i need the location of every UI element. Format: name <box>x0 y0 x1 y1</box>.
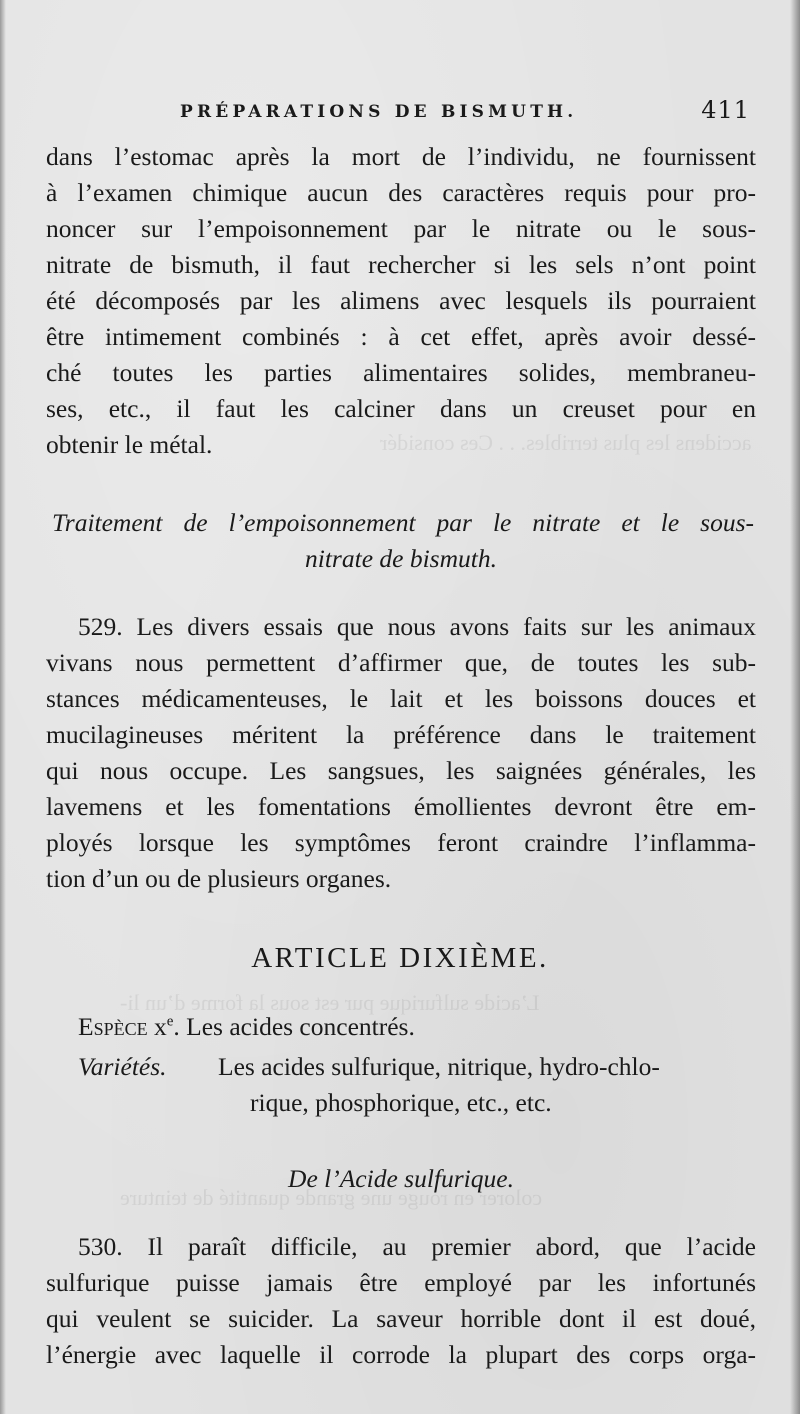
running-title: PRÉPARATIONS DE BISMUTH. <box>180 102 578 122</box>
section-title-line: Traitement de l’empoisonnement par le nitrate et le sous- <box>52 508 754 537</box>
text-line: noncer sur l’empoisonnement par le nitrate ou le sous- <box>46 214 756 243</box>
text-line: lavemens et les fomentations émollientes devront être em- <box>46 792 756 821</box>
varieties-line: Les acides sulfurique, nitrique, hydro-chlo- <box>218 1052 660 1081</box>
text-line: 529. Les divers essais que nous avons faits sur les animaux <box>78 612 756 641</box>
text-line: ses, etc., il faut les calciner dans un creuset pour en <box>46 394 756 423</box>
varieties-line: rique, phosphorique, etc., etc. <box>250 1088 552 1117</box>
article-heading: ARTICLE DIXIÈME. <box>251 942 549 974</box>
varieties-label: Variétés. <box>78 1052 167 1081</box>
page-edge-shadow-left <box>0 0 6 1414</box>
text-line: qui veulent se suicider. La saveur horrible dont il est doué, <box>46 1304 756 1333</box>
text-line: ché toutes les parties alimentaires solides, membraneu- <box>46 358 756 387</box>
text-line: vivans nous permettent d’affirmer que, de toutes les sub- <box>46 648 756 677</box>
species-text: . Les acides concentrés. <box>173 1012 415 1041</box>
text-line: à l’examen chimique aucun des caractères requis pour pro- <box>46 178 756 207</box>
section-title-line: nitrate de bismuth. <box>305 544 497 573</box>
bleed-through-decoration: colorer en rouge une grande quantité de teinture <box>120 1185 543 1210</box>
text-line: été décomposés par les alimens avec lesquels ils pourraient <box>46 286 756 315</box>
text-line: mucilagineuses méritent la préférence dans le traitement <box>46 720 756 749</box>
text-line: 530. Il paraît difficile, au premier abord, que l’acide <box>78 1232 756 1261</box>
text-line: sulfurique puisse jamais être employé par les infortunés <box>46 1268 756 1297</box>
species-number: $x^e$ <box>153 1012 174 1041</box>
text-line: qui nous occupe. Les sangsues, les saignées générales, les <box>46 756 756 785</box>
page-number: 411 <box>701 96 750 124</box>
text-line: stances médicamenteuses, le lait et les boissons douces et <box>46 684 756 713</box>
text-line: obtenir le métal. <box>46 430 213 459</box>
text-line: ployés lorsque les symptômes feront craindre l’inflamma- <box>46 828 756 857</box>
species-line <box>78 1012 415 1042</box>
species-label: Espèce <box>78 1012 148 1041</box>
text-line: tion d’un ou de plusieurs organes. <box>46 864 392 893</box>
subsection-title: De l’Acide sulfurique. <box>288 1164 514 1193</box>
text-line: être intimement combinés : à cet effet, après avoir dessé- <box>46 322 756 351</box>
bleed-through-decoration: accidens les plus terribles. . . Ces considér <box>380 430 752 455</box>
text-line: dans l’estomac après la mort de l’individu, ne fournissent <box>46 142 756 171</box>
bleed-through-decoration: L’acide sulfurique pur est sous la forme d’un li- <box>120 990 540 1015</box>
page-edge-shadow-right <box>790 0 800 1414</box>
text-line: nitrate de bismuth, il faut rechercher si les sels n’ont point <box>46 250 756 279</box>
running-header <box>180 96 750 130</box>
text-line: l’énergie avec laquelle il corrode la plupart des corps orga- <box>46 1340 756 1369</box>
